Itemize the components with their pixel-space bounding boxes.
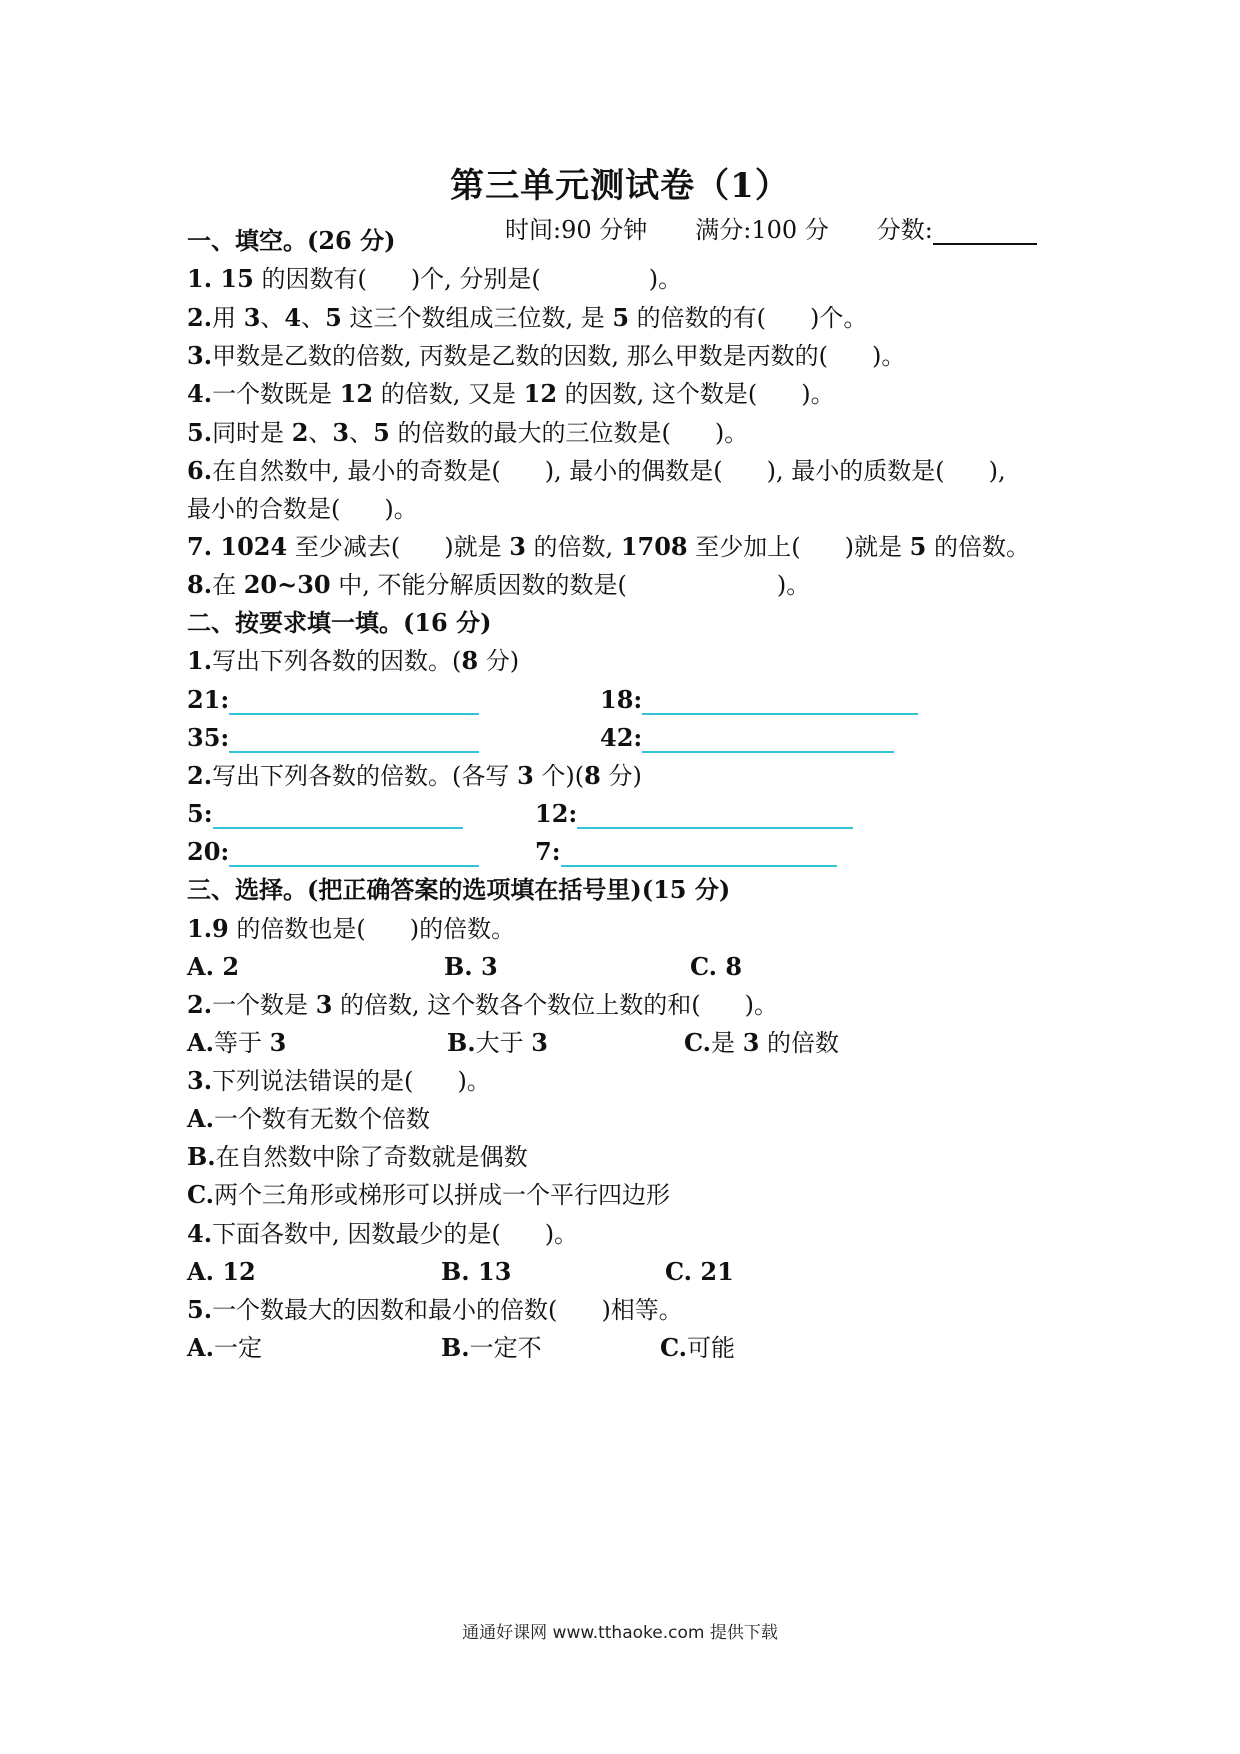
- s1-question-6: 6.在自然数中, 最小的奇数是( ), 最小的偶数是( ), 最小的质数是( ),: [187, 456, 1006, 485]
- score-label: 分数:: [876, 216, 933, 244]
- fill-line[interactable]: [642, 727, 894, 753]
- s1-question-5: 5.同时是 2、3、5 的倍数的最大的三位数是( )。: [187, 418, 749, 447]
- s2-part-1: 1.写出下列各数的因数。(8 分): [187, 646, 520, 675]
- s3-q5-option-b[interactable]: B.一定不: [441, 1333, 542, 1362]
- fill-line[interactable]: [229, 841, 479, 867]
- s3-q1-option-b[interactable]: B. 3: [444, 952, 498, 981]
- multiple-field-5: 5:: [187, 799, 463, 829]
- multiple-field-12: 12:: [535, 799, 853, 829]
- s3-q4-option-b[interactable]: B. 13: [441, 1257, 512, 1286]
- s2-part-2: 2.写出下列各数的倍数。(各写 3 个)(8 分): [187, 761, 642, 790]
- factor-field-35: 35:: [187, 723, 479, 753]
- s3-q5-option-c[interactable]: C.可能: [660, 1333, 736, 1362]
- s3-q4-option-c[interactable]: C. 21: [665, 1257, 734, 1286]
- factor-field-21: 21:: [187, 685, 479, 715]
- fill-line[interactable]: [561, 841, 837, 867]
- score-blank[interactable]: [933, 221, 1037, 245]
- exam-meta: [505, 210, 1037, 245]
- fill-line[interactable]: [229, 689, 479, 715]
- s1-question-8: 8.在 20~30 中, 不能分解质因数的数是( )。: [187, 570, 811, 599]
- factor-field-18: 18:: [600, 685, 918, 715]
- s3-q3-option-b[interactable]: B.在自然数中除了奇数就是偶数: [187, 1142, 528, 1171]
- section-2-heading: 二、按要求填一填。(16 分): [187, 608, 492, 637]
- s3-q2-option-b[interactable]: B.大于 3: [447, 1028, 548, 1057]
- fill-line[interactable]: [213, 803, 463, 829]
- s3-q2-option-a[interactable]: A.等于 3: [187, 1028, 287, 1057]
- multiple-field-7: 7:: [535, 837, 837, 867]
- footer-credit: 通通好课网 www.tthaoke.com 提供下载: [462, 1623, 778, 1643]
- full-score-label: 满分:100 分: [695, 216, 829, 244]
- time-label: 时间:90 分钟: [505, 216, 648, 244]
- s1-question-7: 7. 1024 至少减去( )就是 3 的倍数, 1708 至少加上( )就是 5 的倍数。: [187, 532, 1030, 561]
- s1-question-2: 2.用 3、4、5 这三个数组成三位数, 是 5 的倍数的有( )个。: [187, 303, 868, 332]
- s1-question-4: 4.一个数既是 12 的倍数, 又是 12 的因数, 这个数是( )。: [187, 379, 835, 408]
- s1-question-3: 3.甲数是乙数的倍数, 丙数是乙数的因数, 那么甲数是丙数的( )。: [187, 341, 906, 370]
- s3-question-5: 5.一个数最大的因数和最小的倍数( )相等。: [187, 1295, 683, 1324]
- s3-q5-option-a[interactable]: A.一定: [187, 1333, 262, 1362]
- s1-question-1: 1. 15 的因数有( )个, 分别是( )。: [187, 264, 683, 293]
- section-1-heading: 一、填空。(26 分): [187, 226, 396, 255]
- s3-q3-option-c[interactable]: C.两个三角形或梯形可以拼成一个平行四边形: [187, 1180, 671, 1209]
- s3-question-1: 1.9 的倍数也是( )的倍数。: [187, 914, 516, 943]
- s3-question-4: 4.下面各数中, 因数最少的是( )。: [187, 1219, 579, 1248]
- s3-q1-option-a[interactable]: A. 2: [187, 952, 240, 981]
- s1-question-6-cont: 最小的合数是( )。: [187, 495, 418, 523]
- s3-q3-option-a[interactable]: A.一个数有无数个倍数: [187, 1104, 430, 1133]
- fill-line[interactable]: [577, 803, 853, 829]
- fill-line[interactable]: [642, 689, 918, 715]
- s3-question-2: 2.一个数是 3 的倍数, 这个数各个数位上数的和( )。: [187, 990, 779, 1019]
- s3-q1-option-c[interactable]: C. 8: [690, 952, 743, 981]
- s3-question-3: 3.下列说法错误的是( )。: [187, 1066, 491, 1095]
- page-title: 第三单元测试卷（1）: [450, 166, 790, 206]
- multiple-field-20: 20:: [187, 837, 479, 867]
- s3-q2-option-c[interactable]: C.是 3 的倍数: [684, 1028, 840, 1057]
- section-3-heading: 三、选择。(把正确答案的选项填在括号里)(15 分): [187, 875, 731, 904]
- factor-field-42: 42:: [600, 723, 894, 753]
- fill-line[interactable]: [229, 727, 479, 753]
- s3-q4-option-a[interactable]: A. 12: [187, 1257, 256, 1286]
